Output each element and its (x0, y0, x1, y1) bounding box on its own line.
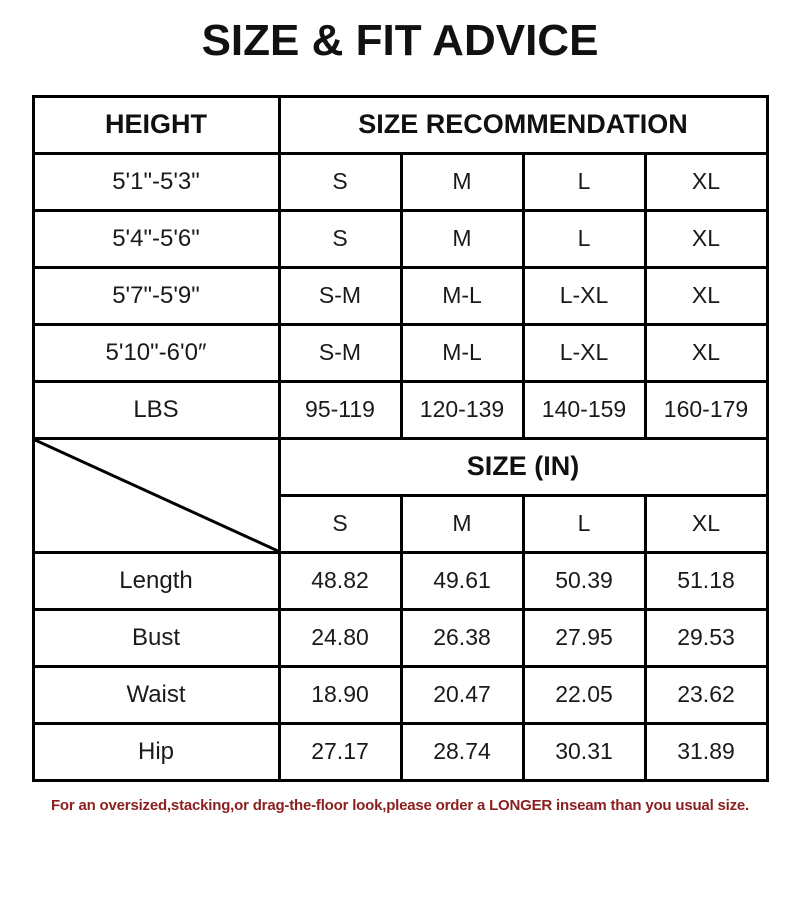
measurement-value-cell: 51.18 (645, 552, 767, 609)
measurement-value-cell: 23.62 (645, 666, 767, 723)
diagonal-line (35, 440, 278, 551)
weight-label-cell: LBS (33, 381, 279, 438)
size-column-cell: L (523, 495, 645, 552)
size-recommendation-cell: XL (645, 153, 767, 210)
size-recommendation-cell: L-XL (523, 267, 645, 324)
measurement-value-cell: 31.89 (645, 723, 767, 780)
height-range-cell: 5'10"-6'0″ (33, 324, 279, 381)
size-recommendation-cell: L (523, 153, 645, 210)
measurement-value-cell: 20.47 (401, 666, 523, 723)
weight-range-cell: 120-139 (401, 381, 523, 438)
measurement-value-cell: 27.17 (279, 723, 401, 780)
size-recommendation-cell: S (279, 210, 401, 267)
size-column-cell: M (401, 495, 523, 552)
measurement-label-cell: Length (33, 552, 279, 609)
weight-range-cell: 95-119 (279, 381, 401, 438)
header-row (33, 96, 767, 153)
measurement-label-cell: Waist (33, 666, 279, 723)
measurement-row (33, 666, 767, 723)
size-recommendation-cell: M-L (401, 324, 523, 381)
measurement-row (33, 723, 767, 780)
size-recommendation-header-cell: SIZE RECOMMENDATION (279, 96, 767, 153)
size-recommendation-cell: XL (645, 210, 767, 267)
size-recommendation-cell: L (523, 210, 645, 267)
size-column-cell: S (279, 495, 401, 552)
page-title: SIZE & FIT ADVICE (201, 16, 599, 65)
size-recommendation-cell: S (279, 153, 401, 210)
height-range-cell: 5'4"-5'6" (33, 210, 279, 267)
measurement-value-cell: 24.80 (279, 609, 401, 666)
measurement-value-cell: 48.82 (279, 552, 401, 609)
size-recommendation-cell: M (401, 153, 523, 210)
measurement-row (33, 609, 767, 666)
measurement-value-cell: 49.61 (401, 552, 523, 609)
size-recommendation-cell: L-XL (523, 324, 645, 381)
measurement-value-cell: 28.74 (401, 723, 523, 780)
measurement-value-cell: 18.90 (279, 666, 401, 723)
measurement-label-cell: Hip (33, 723, 279, 780)
size-recommendation-cell: XL (645, 324, 767, 381)
height-row (33, 153, 767, 210)
size-column-cell: XL (645, 495, 767, 552)
measurement-value-cell: 27.95 (523, 609, 645, 666)
height-row (33, 210, 767, 267)
footer-note: For an oversized,stacking,or drag-the-floor look,please order a LONGER inseam than you usual size. (50, 796, 750, 814)
size-recommendation-cell: S-M (279, 267, 401, 324)
measurement-value-cell: 30.31 (523, 723, 645, 780)
height-range-cell: 5'1"-5'3" (33, 153, 279, 210)
size-recommendation-cell: S-M (279, 324, 401, 381)
weight-range-cell: 140-159 (523, 381, 645, 438)
measurement-value-cell: 22.05 (523, 666, 645, 723)
measurement-value-cell: 29.53 (645, 609, 767, 666)
measurement-value-cell: 50.39 (523, 552, 645, 609)
height-range-cell: 5'7"-5'9" (33, 267, 279, 324)
measurement-value-cell: 26.38 (401, 609, 523, 666)
measurement-row (33, 552, 767, 609)
weight-range-cell: 160-179 (645, 381, 767, 438)
measurement-label-cell: Bust (33, 609, 279, 666)
size-recommendation-cell: M (401, 210, 523, 267)
size-recommendation-cell: M-L (401, 267, 523, 324)
height-header-cell: HEIGHT (33, 96, 279, 153)
height-row (33, 267, 767, 324)
height-row (33, 324, 767, 381)
size-recommendation-cell: XL (645, 267, 767, 324)
weight-row (33, 381, 767, 438)
diagonal-cell (33, 438, 279, 552)
size-in-header-cell: SIZE (IN) (279, 438, 767, 495)
size-in-header-row (33, 438, 767, 495)
size-chart-table (32, 95, 769, 782)
